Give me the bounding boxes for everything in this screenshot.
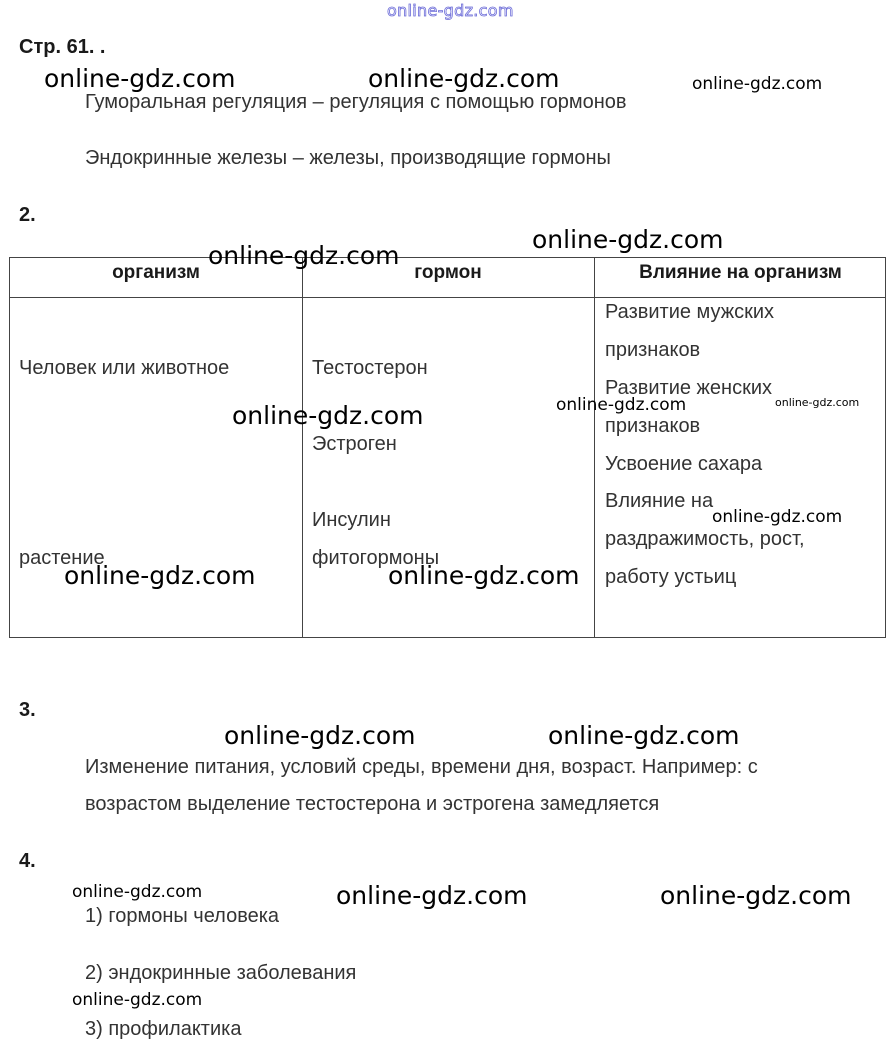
watermark: online-gdz.com: [712, 507, 843, 527]
table-header-divider: [10, 297, 885, 298]
cell-effect-line: работу устьиц: [605, 566, 737, 588]
header-effect: Влияние на организм: [639, 262, 842, 283]
answer-3-line-1: Изменение питания, условий среды, времени дня, возраст. Например: с: [85, 756, 758, 778]
table-column-divider: [302, 258, 303, 637]
watermark: online-gdz.com: [660, 881, 852, 910]
answer-3-line-2: возрастом выделение тестостерона и эстрогена замедляется: [85, 793, 660, 815]
watermark: online-gdz.com: [72, 882, 203, 902]
cell-effect-line: признаков: [605, 415, 701, 437]
watermark: online-gdz.com: [232, 401, 424, 430]
watermark: online-gdz.com: [548, 721, 740, 750]
header-organism: организм: [112, 262, 200, 283]
watermark: online-gdz.com: [692, 74, 823, 94]
cell-effect-line: Развитие женских: [605, 377, 773, 399]
page-reference: Стр. 61. .: [19, 36, 106, 58]
section-2-number: 2.: [19, 204, 36, 226]
table-column-divider: [594, 258, 595, 637]
cell-effect-line: Развитие мужских: [605, 301, 775, 323]
list-item: 2) эндокринные заболевания: [85, 962, 357, 984]
list-item: 1) гормоны человека: [85, 905, 280, 927]
watermark: online-gdz.com: [72, 990, 203, 1010]
cell-organism-animal: Человек или животное: [19, 357, 230, 379]
watermark: online-gdz.com: [556, 395, 687, 415]
watermark: online-gdz.com: [388, 561, 580, 590]
watermark: online-gdz.com: [532, 225, 724, 254]
cell-hormone-estrogen: Эстроген: [312, 433, 397, 455]
watermark: online-gdz.com: [224, 721, 416, 750]
cell-effect-line: признаков: [605, 339, 701, 361]
section-4-number: 4.: [19, 850, 36, 872]
watermark-top: online-gdz.com: [387, 1, 514, 20]
cell-effect-line: Усвоение сахара: [605, 453, 763, 475]
definition-humoral: Гуморальная регуляция – регуляция с помощью гормонов: [85, 91, 627, 113]
watermark: online-gdz.com: [44, 64, 236, 93]
section-3-number: 3.: [19, 699, 36, 721]
header-hormone: гормон: [414, 262, 482, 283]
cell-hormone-testosterone: Тестостерон: [312, 357, 428, 379]
cell-effect-line: раздражимость, рост,: [605, 528, 805, 550]
watermark: online-gdz.com: [775, 396, 860, 409]
watermark: online-gdz.com: [368, 64, 560, 93]
watermark: online-gdz.com: [336, 881, 528, 910]
cell-effect-line: Влияние на: [605, 490, 714, 512]
watermark: online-gdz.com: [64, 561, 256, 590]
cell-hormone-phyto: фитогормоны: [312, 547, 440, 569]
cell-hormone-insulin: Инсулин: [312, 509, 391, 531]
cell-organism-plant: растение: [19, 547, 105, 569]
definition-endocrine: Эндокринные железы – железы, производящие гормоны: [85, 147, 611, 169]
watermark: online-gdz.com: [208, 241, 400, 270]
list-item: 3) профилактика: [85, 1018, 242, 1040]
